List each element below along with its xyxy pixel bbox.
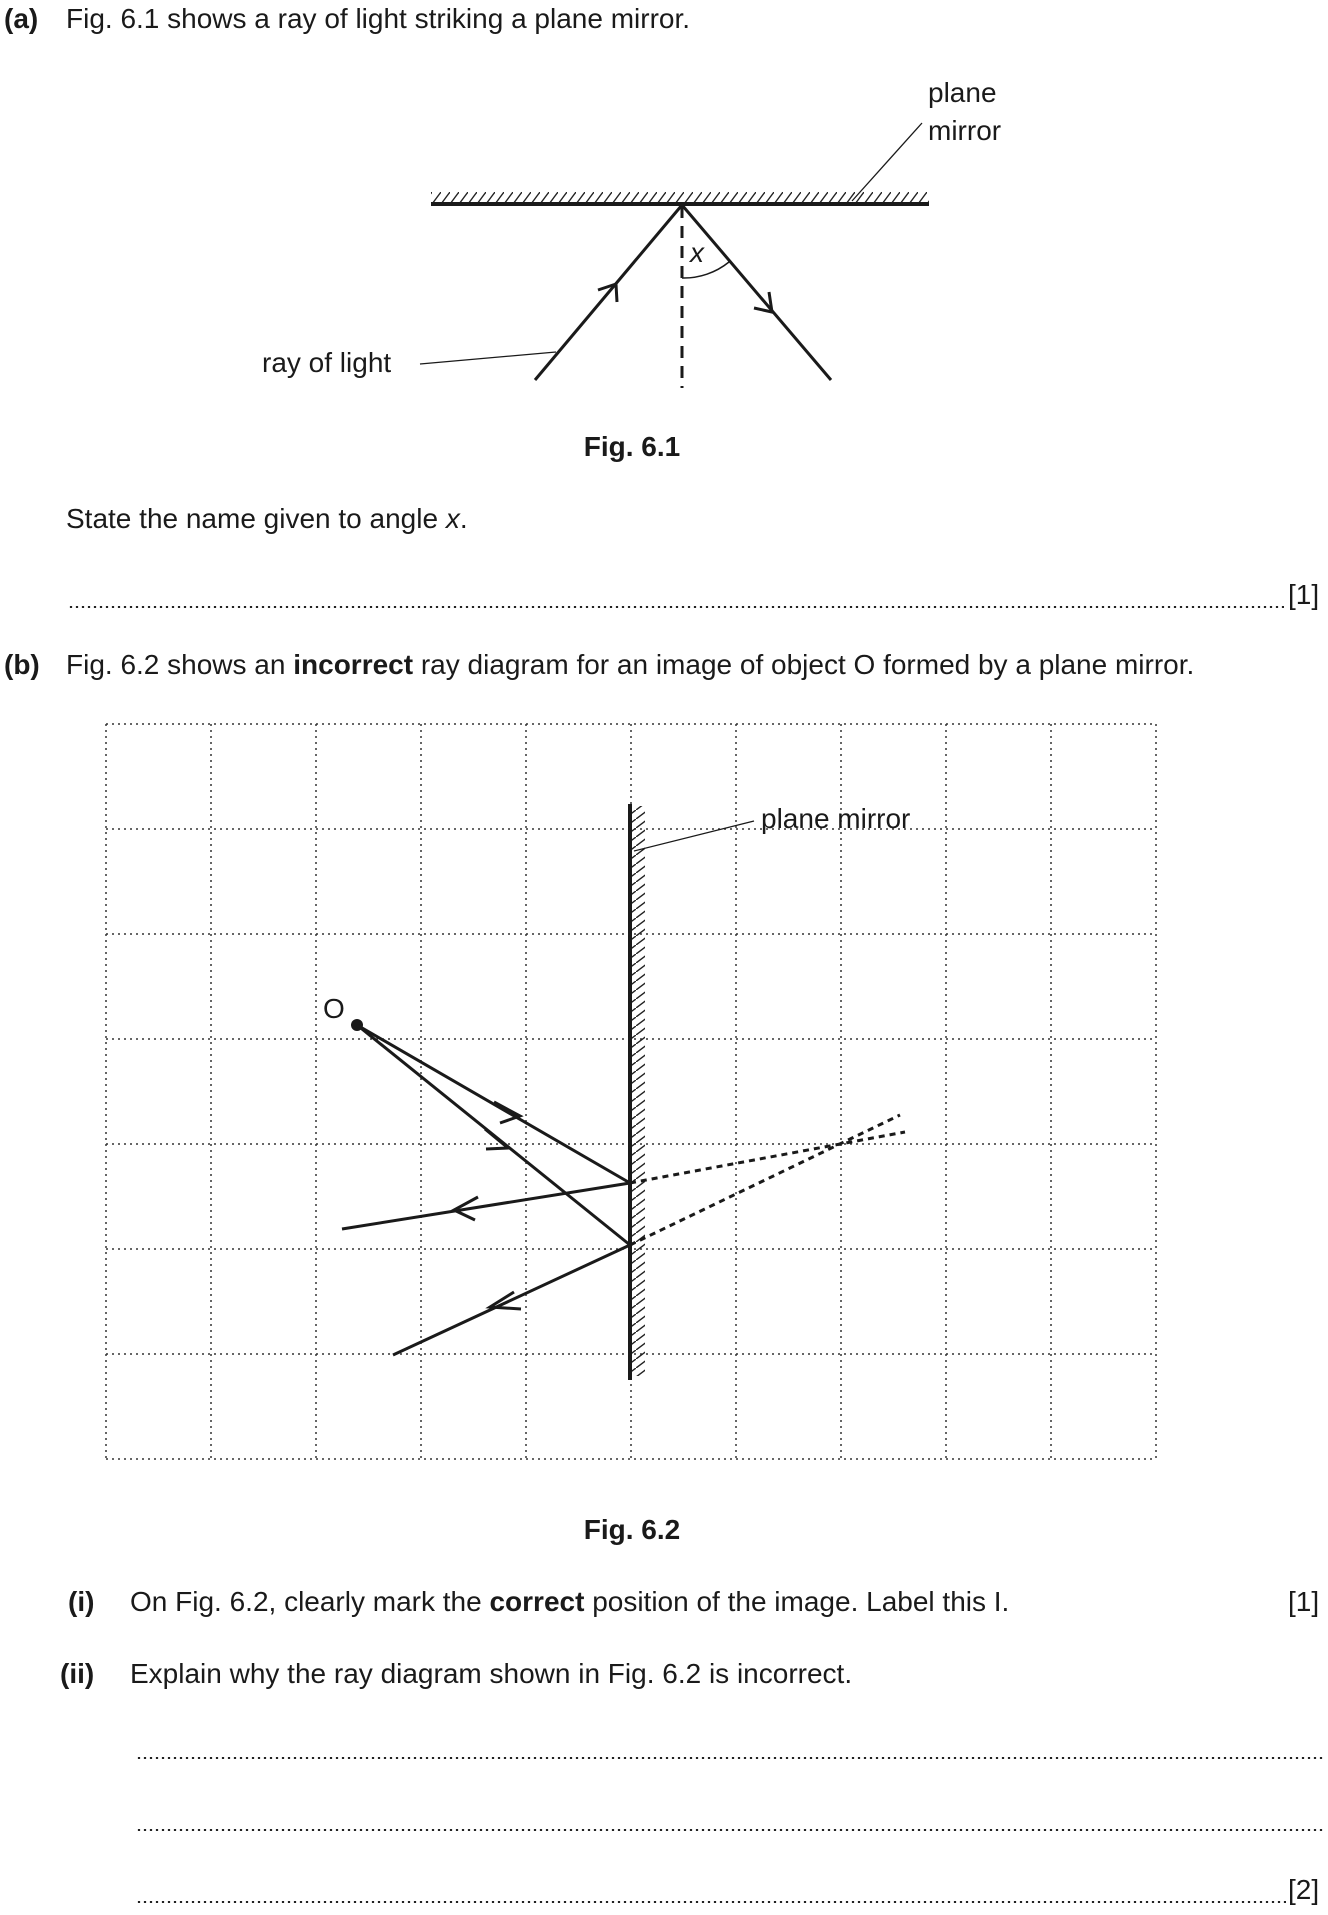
sub-i-pre: On Fig. 6.2, clearly mark the [130,1586,482,1617]
intro-pre: Fig. 6.2 shows an [66,649,286,680]
sub-i-post: position of the image. Label this I. [592,1586,1010,1617]
intro-post: ray diagram for an image of object O formed by a plane mirror. [420,649,1195,680]
marks-ii: [2] [1288,1874,1320,1905]
fig-6-2-caption: Fig. 6.2 [583,1514,681,1545]
reflected-arrowhead-2 [490,1292,521,1309]
part-b-label: (b) [4,649,40,680]
answer-line-ii-1[interactable] [136,1757,1324,1759]
question-end: . [459,503,468,534]
virtual-ray-1 [630,1132,905,1183]
mirror-leader-line-b [634,821,754,851]
virtual-ray-2 [630,1115,900,1245]
mirror-label-b: plane mirror [761,803,911,834]
question-variable: x [445,503,460,534]
ray-label: ray of light [262,347,392,378]
mirror-hatching-b [631,806,645,1376]
question-text: State the name given to angle [66,503,439,534]
part-a-intro: Fig. 6.1 shows a ray of light striking a plane mirror. [66,3,691,34]
marks-i: [1] [1288,1586,1320,1617]
sub-i-text [130,1585,1009,1619]
intro-bold: incorrect [293,649,414,680]
marks-a: [1] [1288,579,1320,610]
answer-line-ii-3[interactable] [136,1901,1286,1903]
sub-ii-label: (ii) [60,1658,95,1689]
sub-ii-text: Explain why the ray diagram shown in Fig. 6.2 is incorrect. [130,1658,853,1689]
answer-line-ii-2[interactable] [136,1829,1324,1831]
incident-arrowhead-2 [485,1129,508,1149]
fig-6-1-caption: Fig. 6.1 [583,431,681,462]
angle-x-label: x [690,237,704,268]
mirror-label-line2: mirror [928,115,1002,146]
reflected-ray-2 [393,1245,630,1355]
sub-i-bold: correct [489,1586,585,1617]
object-label: O [323,993,345,1024]
part-a-label: (a) [4,3,39,34]
reflected-ray-1 [342,1183,630,1229]
mirror-label-line1: plane [928,77,997,108]
sub-i-label: (i) [68,1586,95,1617]
incident-ray-1 [357,1025,630,1183]
